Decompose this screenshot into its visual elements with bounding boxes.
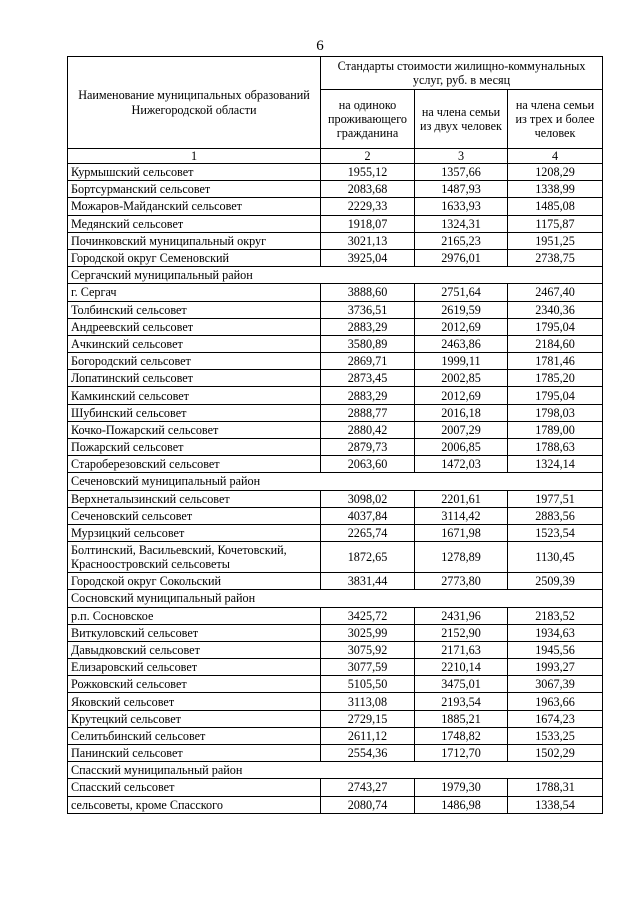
single-resident-cost: 3736,51 — [321, 301, 415, 318]
municipality-name: Ачкинский сельсовет — [68, 335, 321, 352]
two-person-cost: 1324,31 — [415, 215, 508, 232]
three-plus-cost: 1208,29 — [508, 164, 603, 181]
three-plus-family-header: на члена семьи из трех и более человек — [508, 90, 603, 149]
single-resident-cost: 3425,72 — [321, 607, 415, 624]
three-plus-cost: 1951,25 — [508, 232, 603, 249]
table-row — [68, 524, 603, 541]
three-plus-cost: 1485,08 — [508, 198, 603, 215]
single-resident-cost: 2873,45 — [321, 370, 415, 387]
three-plus-cost: 1338,54 — [508, 796, 603, 813]
two-person-cost: 2006,85 — [415, 439, 508, 456]
two-person-cost: 2201,61 — [415, 490, 508, 507]
table-row — [68, 439, 603, 456]
three-plus-cost: 1533,25 — [508, 727, 603, 744]
single-resident-cost: 2063,60 — [321, 456, 415, 473]
municipality-name: Городской округ Семеновский — [68, 249, 321, 266]
municipality-name: Панинский сельсовет — [68, 745, 321, 762]
municipality-name: Городской округ Сокольский — [68, 573, 321, 590]
table-row — [68, 249, 603, 266]
table-row — [68, 676, 603, 693]
municipality-name: Болтинский, Васильевский, Кочетовский, Красноостровский сельсоветы — [68, 542, 321, 573]
municipality-name: Починковский муниципальный округ — [68, 232, 321, 249]
table-row — [68, 607, 603, 624]
two-person-cost: 2773,80 — [415, 573, 508, 590]
two-person-cost: 2463,86 — [415, 335, 508, 352]
two-person-cost: 1633,93 — [415, 198, 508, 215]
municipality-name: г. Сергач — [68, 284, 321, 301]
two-person-cost: 2007,29 — [415, 421, 508, 438]
municipality-name: Богородский сельсовет — [68, 353, 321, 370]
single-resident-cost: 2880,42 — [321, 421, 415, 438]
two-person-cost: 2012,69 — [415, 318, 508, 335]
two-person-cost: 1472,03 — [415, 456, 508, 473]
municipality-name: Бортсурманский сельсовет — [68, 181, 321, 198]
municipality-name-header: Наименование муниципальных образований Нижегородской области — [68, 57, 321, 149]
single-resident-cost: 3888,60 — [321, 284, 415, 301]
two-person-cost: 1487,93 — [415, 181, 508, 198]
housing-cost-standards-table — [67, 56, 603, 814]
two-person-cost: 2431,96 — [415, 607, 508, 624]
three-plus-cost: 1324,14 — [508, 456, 603, 473]
table-row — [68, 710, 603, 727]
table-row — [68, 796, 603, 813]
three-plus-cost: 1977,51 — [508, 490, 603, 507]
three-plus-cost: 1130,45 — [508, 542, 603, 573]
municipality-name: Давыдковский сельсовет — [68, 641, 321, 658]
two-person-cost: 2012,69 — [415, 387, 508, 404]
single-resident-cost: 2083,68 — [321, 181, 415, 198]
two-person-cost: 1979,30 — [415, 779, 508, 796]
two-person-cost: 1999,11 — [415, 353, 508, 370]
municipality-name: р.п. Сосновское — [68, 607, 321, 624]
single-resident-cost: 1918,07 — [321, 215, 415, 232]
section-header-row — [68, 590, 603, 607]
two-person-family-header: на члена семьи из двух человек — [415, 90, 508, 149]
two-person-cost: 1486,98 — [415, 796, 508, 813]
single-resident-header: на одиноко проживающего гражданина — [321, 90, 415, 149]
page-number: 6 — [316, 38, 324, 54]
table-row — [68, 215, 603, 232]
two-person-cost: 2976,01 — [415, 249, 508, 266]
two-person-cost: 2002,85 — [415, 370, 508, 387]
table-row — [68, 370, 603, 387]
three-plus-cost: 1789,00 — [508, 421, 603, 438]
table-row — [68, 727, 603, 744]
single-resident-cost: 2879,73 — [321, 439, 415, 456]
municipality-name: Медянский сельсовет — [68, 215, 321, 232]
municipality-name: Пожарский сельсовет — [68, 439, 321, 456]
column-number: 1 — [68, 149, 321, 164]
three-plus-cost: 1795,04 — [508, 387, 603, 404]
single-resident-cost: 3077,59 — [321, 659, 415, 676]
table-row — [68, 573, 603, 590]
table-row — [68, 353, 603, 370]
three-plus-cost: 1523,54 — [508, 524, 603, 541]
three-plus-cost: 3067,39 — [508, 676, 603, 693]
three-plus-cost: 2738,75 — [508, 249, 603, 266]
two-person-cost: 2016,18 — [415, 404, 508, 421]
three-plus-cost: 1945,56 — [508, 641, 603, 658]
three-plus-cost: 2509,39 — [508, 573, 603, 590]
two-person-cost: 1278,89 — [415, 542, 508, 573]
three-plus-cost: 1788,31 — [508, 779, 603, 796]
three-plus-cost: 1674,23 — [508, 710, 603, 727]
three-plus-cost: 1502,29 — [508, 745, 603, 762]
single-resident-cost: 4037,84 — [321, 507, 415, 524]
three-plus-cost: 1175,87 — [508, 215, 603, 232]
three-plus-cost: 1781,46 — [508, 353, 603, 370]
table-row — [68, 318, 603, 335]
three-plus-cost: 1785,20 — [508, 370, 603, 387]
two-person-cost: 1712,70 — [415, 745, 508, 762]
table-row — [68, 456, 603, 473]
column-number: 3 — [415, 149, 508, 164]
table-row — [68, 404, 603, 421]
municipality-name: Селитьбинский сельсовет — [68, 727, 321, 744]
single-resident-cost: 1872,65 — [321, 542, 415, 573]
single-resident-cost: 2869,71 — [321, 353, 415, 370]
single-resident-cost: 2080,74 — [321, 796, 415, 813]
municipality-name: Лопатинский сельсовет — [68, 370, 321, 387]
table-row — [68, 198, 603, 215]
municipality-name: Верхнеталызинский сельсовет — [68, 490, 321, 507]
municipality-name: Рожковский сельсовет — [68, 676, 321, 693]
municipality-name: Мурзицкий сельсовет — [68, 524, 321, 541]
two-person-cost: 2751,64 — [415, 284, 508, 301]
two-person-cost: 1357,66 — [415, 164, 508, 181]
table-body — [68, 164, 603, 814]
two-person-cost: 1885,21 — [415, 710, 508, 727]
three-plus-cost: 1338,99 — [508, 181, 603, 198]
section-header-row — [68, 762, 603, 779]
three-plus-cost: 1798,03 — [508, 404, 603, 421]
municipality-name: Толбинский сельсовет — [68, 301, 321, 318]
two-person-cost: 2171,63 — [415, 641, 508, 658]
table-row — [68, 624, 603, 641]
municipality-name: Елизаровский сельсовет — [68, 659, 321, 676]
two-person-cost: 1748,82 — [415, 727, 508, 744]
municipality-name: Староберезовский сельсовет — [68, 456, 321, 473]
three-plus-cost: 1934,63 — [508, 624, 603, 641]
municipality-name: Спасский сельсовет — [68, 779, 321, 796]
single-resident-cost: 1955,12 — [321, 164, 415, 181]
single-resident-cost: 2883,29 — [321, 318, 415, 335]
municipality-name: Виткуловский сельсовет — [68, 624, 321, 641]
table-row — [68, 181, 603, 198]
column-number: 4 — [508, 149, 603, 164]
municipality-name: Крутецкий сельсовет — [68, 710, 321, 727]
three-plus-cost: 2183,52 — [508, 607, 603, 624]
single-resident-cost: 3021,13 — [321, 232, 415, 249]
table-row — [68, 301, 603, 318]
three-plus-cost: 1795,04 — [508, 318, 603, 335]
single-resident-cost: 3113,08 — [321, 693, 415, 710]
three-plus-cost: 2340,36 — [508, 301, 603, 318]
two-person-cost: 2193,54 — [415, 693, 508, 710]
three-plus-cost: 2883,56 — [508, 507, 603, 524]
single-resident-cost: 2888,77 — [321, 404, 415, 421]
table-row — [68, 164, 603, 181]
three-plus-cost: 1788,63 — [508, 439, 603, 456]
municipality-name: сельсоветы, кроме Спасского — [68, 796, 321, 813]
table-row — [68, 507, 603, 524]
single-resident-cost: 2554,36 — [321, 745, 415, 762]
single-resident-cost: 5105,50 — [321, 676, 415, 693]
single-resident-cost: 2265,74 — [321, 524, 415, 541]
single-resident-cost: 2743,27 — [321, 779, 415, 796]
section-header-row — [68, 473, 603, 490]
section-title: Сосновский муниципальный район — [68, 590, 603, 607]
municipality-name: Андреевский сельсовет — [68, 318, 321, 335]
table-row — [68, 659, 603, 676]
table-row — [68, 335, 603, 352]
municipality-name: Яковский сельсовет — [68, 693, 321, 710]
three-plus-cost: 2184,60 — [508, 335, 603, 352]
section-title: Сеченовский муниципальный район — [68, 473, 603, 490]
table-row — [68, 779, 603, 796]
table-row — [68, 490, 603, 507]
table-row — [68, 284, 603, 301]
single-resident-cost: 2229,33 — [321, 198, 415, 215]
three-plus-cost: 2467,40 — [508, 284, 603, 301]
three-plus-cost: 1963,66 — [508, 693, 603, 710]
two-person-cost: 2165,23 — [415, 232, 508, 249]
two-person-cost: 2210,14 — [415, 659, 508, 676]
table-row — [68, 693, 603, 710]
table-row — [68, 232, 603, 249]
section-title: Сергачский муниципальный район — [68, 267, 603, 284]
municipality-name: Камкинский сельсовет — [68, 387, 321, 404]
municipality-name: Курмышский сельсовет — [68, 164, 321, 181]
two-person-cost: 3114,42 — [415, 507, 508, 524]
section-title: Спасский муниципальный район — [68, 762, 603, 779]
table-row — [68, 421, 603, 438]
column-number: 2 — [321, 149, 415, 164]
single-resident-cost: 3580,89 — [321, 335, 415, 352]
single-resident-cost: 3831,44 — [321, 573, 415, 590]
single-resident-cost: 3075,92 — [321, 641, 415, 658]
single-resident-cost: 3025,99 — [321, 624, 415, 641]
single-resident-cost: 3098,02 — [321, 490, 415, 507]
section-header-row — [68, 267, 603, 284]
single-resident-cost: 2883,29 — [321, 387, 415, 404]
single-resident-cost: 2729,15 — [321, 710, 415, 727]
municipality-name: Кочко-Пожарский сельсовет — [68, 421, 321, 438]
two-person-cost: 2152,90 — [415, 624, 508, 641]
two-person-cost: 3475,01 — [415, 676, 508, 693]
two-person-cost: 2619,59 — [415, 301, 508, 318]
table-row — [68, 745, 603, 762]
table-row — [68, 641, 603, 658]
standards-header: Стандарты стоимости жилищно-коммунальных услуг, руб. в месяц — [321, 57, 603, 90]
table-row — [68, 542, 603, 573]
single-resident-cost: 2611,12 — [321, 727, 415, 744]
table-row — [68, 387, 603, 404]
two-person-cost: 1671,98 — [415, 524, 508, 541]
municipality-name: Можаров-Майданский сельсовет — [68, 198, 321, 215]
municipality-name: Сеченовский сельсовет — [68, 507, 321, 524]
three-plus-cost: 1993,27 — [508, 659, 603, 676]
single-resident-cost: 3925,04 — [321, 249, 415, 266]
municipality-name: Шубинский сельсовет — [68, 404, 321, 421]
